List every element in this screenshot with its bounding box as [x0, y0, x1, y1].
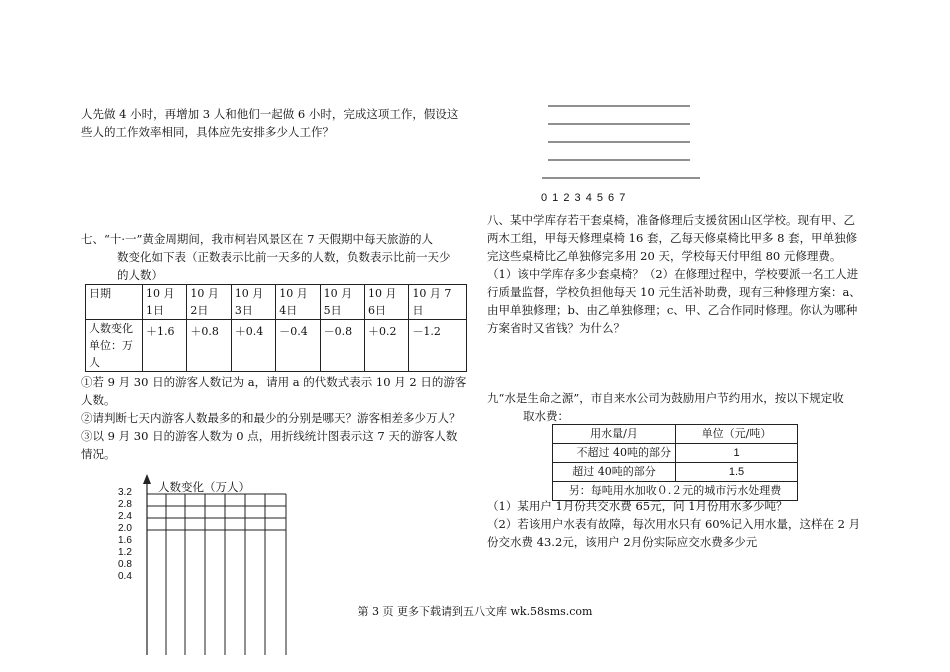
number-line-labels: 0 1 2 3 4 5 6 7 — [541, 192, 627, 204]
q7-table — [85, 284, 467, 372]
y-tick-2.4: 2.4 — [118, 511, 132, 522]
q7-date-6: 10 月 6日 — [365, 285, 409, 320]
q7-sub3-line-1: ③以 9 月 30 日的游客人数为 0 点，用折线统计图表示这 7 天的游客人数 — [81, 429, 458, 443]
q9-note: 另：每吨用水加收０.２元的城市污水处理费 — [553, 482, 798, 501]
q7-change-3: ＋0.4 — [231, 320, 275, 372]
q7-sub1-line-2: 人数。 — [81, 393, 116, 407]
q9-subquestions — [487, 497, 860, 551]
prev-problem-line-2: 些人的工作效率相同，具体应先安排多少人工作？ — [81, 125, 334, 139]
y-tick-1.2: 1.2 — [118, 547, 132, 558]
q7-table-row-changes — [86, 320, 467, 372]
q9-header-unit: 单位（元/吨） — [676, 425, 798, 444]
page-footer: 第 3 页 更多下载请到五八文库 wk.58sms.com — [357, 605, 593, 618]
y-tick-1.6: 1.6 — [118, 535, 132, 546]
q7-date-3: 10 月 3日 — [231, 285, 275, 320]
q7-date-5: 10 月 5日 — [320, 285, 364, 320]
q8-line-4: （1）该中学库存多少套桌椅？（2）在修理过程中，学校要派一名工人进 — [487, 267, 859, 281]
q9-header-usage: 用水量/月 — [553, 425, 676, 444]
q9-intro — [487, 389, 844, 425]
q9-row1-usage: 不超过 40吨的部分 — [553, 444, 676, 463]
y-tick-0.8: 0.8 — [118, 559, 132, 570]
q7-date-7: 10 月 7 日 — [409, 285, 467, 320]
q7-intro-line-2: 数变化如下表（正数表示比前一天多的人数，负数表示比前一天少 — [117, 250, 451, 264]
q7-date-2: 10 月 2日 — [187, 285, 231, 320]
q7-sub1-line-1: ①若 9 月 30 日的游客人数记为 a，请用 a 的代数式表示 10 月 2 日的游客 — [81, 375, 467, 389]
q7-change-5: －0.8 — [320, 320, 364, 372]
q8-line-5: 行质量监督，学校负担他每天 10 元生活补助费，现有三种修理方案：a、 — [487, 285, 861, 299]
q9-table — [552, 424, 798, 501]
q7-change-7: －1.2 — [409, 320, 467, 372]
y-tick-3.2: 3.2 — [118, 487, 132, 498]
q7-date-4: 10 月 4日 — [276, 285, 320, 320]
q7-change-4: －0.4 — [276, 320, 320, 372]
q8-text — [487, 211, 861, 337]
y-tick-0.4: 0.4 — [118, 571, 132, 582]
q8-line-6: 由甲单独修理；b、由乙单独修理；c、甲、乙合作同时修理。你认为哪种 — [487, 303, 858, 317]
q8-line-7: 方案省时又省钱？为什么？ — [487, 321, 625, 335]
q9-row2-usage: 超过 40吨的部分 — [553, 463, 676, 482]
q9-line-2: 取水费： — [523, 409, 569, 423]
chart-y-tick-labels — [118, 487, 132, 583]
q7-subquestions — [81, 373, 466, 463]
q7-sub3-line-2: 情况。 — [81, 447, 116, 461]
q9-sub2-line-2: 份交水费 43.2元，该用户 2月份实际应交水费多少元 — [487, 535, 758, 549]
q9-row1-price: 1 — [676, 444, 798, 463]
chart-title: 人数变化（万人） — [158, 480, 250, 494]
q7-change-6: ＋0.2 — [365, 320, 409, 372]
chart-y-axis-arrow — [143, 474, 151, 484]
y-tick-2.0: 2.0 — [118, 523, 132, 534]
q9-line-1: 九“水是生命之源”，市自来水公司为鼓励用户节约用水，按以下规定收 — [487, 391, 844, 405]
q7-label-date: 日期 — [86, 285, 143, 320]
q7-date-1: 10 月 1日 — [143, 285, 187, 320]
q8-line-1: 八、某中学库存若干套桌椅，准备修理后支援贫困山区学校。现有甲、乙 — [487, 213, 855, 227]
q7-label-change: 人数变化 单位：万 人 — [86, 320, 143, 372]
prev-problem-line-1: 人先做 4 小时，再增加 3 人和他们一起做 6 小时，完成这项工作，假设这 — [81, 107, 459, 121]
q7-intro-line-3: 的人数） — [117, 268, 163, 282]
q9-sub2-line-1: （2）若该用户水表有故障，每次用水只有 60%记入用水量，这样在 2 月 — [487, 517, 861, 531]
y-tick-2.8: 2.8 — [118, 499, 132, 510]
q7-table-row-dates — [86, 285, 467, 320]
q7-change-1: ＋1.6 — [143, 320, 187, 372]
q7-intro-line-1: 七、“十·一”黄金周期间，我市柯岩风景区在 7 天假期中每天旅游的人 — [81, 232, 434, 246]
prev-problem-text — [81, 105, 458, 141]
q7-line-chart-grid — [110, 470, 300, 660]
q7-change-2: ＋0.8 — [187, 320, 231, 372]
q8-line-3: 完这些桌椅比乙单独修完多用 20 天，学校每天付甲组 80 元修理费。 — [487, 249, 842, 263]
answer-lines — [540, 100, 705, 182]
q7-intro — [81, 230, 451, 284]
q9-sub1: （1）某用户 1月份共交水费 65元，问 1月份用水多少吨？ — [487, 499, 788, 513]
q7-sub2: ②请判断七天内游客人数最多的和最少的分别是哪天？游客相差多少万人？ — [81, 411, 461, 425]
q9-row2-price: 1.5 — [676, 463, 798, 482]
q8-line-2: 两木工组，甲每天修理桌椅 16 套，乙每天修桌椅比甲多 8 套，甲单独修 — [487, 231, 858, 245]
